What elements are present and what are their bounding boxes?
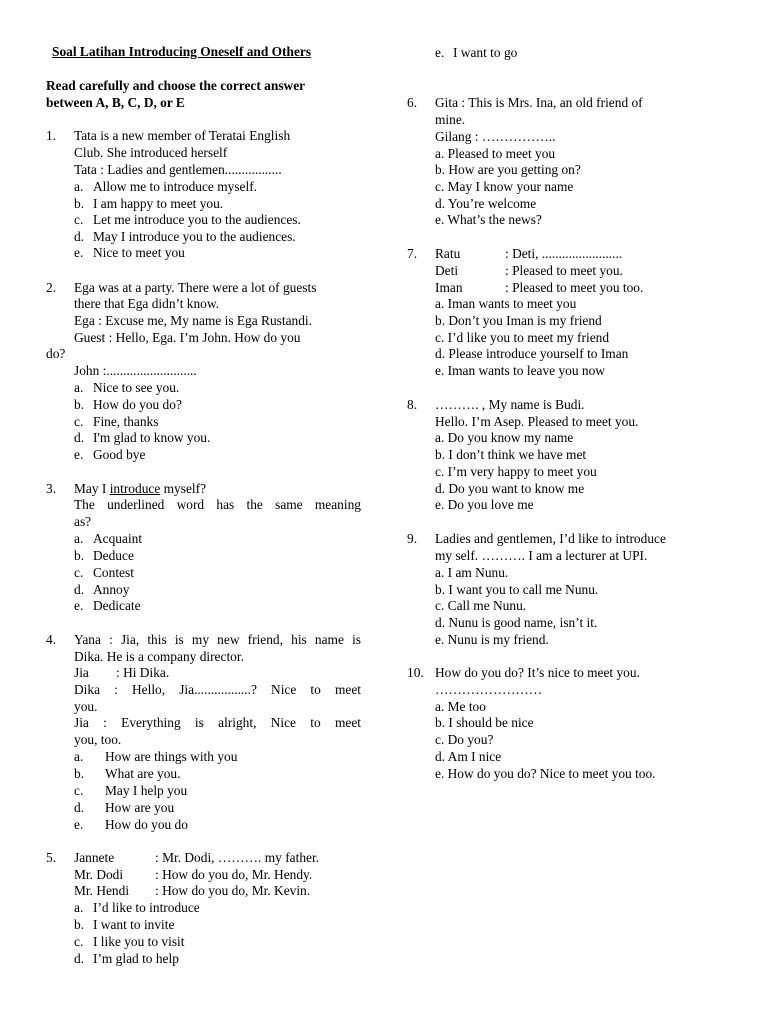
- option-text: a. Do you know my name: [435, 430, 574, 445]
- question-text: Ladies and gentlemen, I’d like to introduce: [435, 531, 666, 546]
- option-text: a. Me too: [435, 699, 486, 714]
- option-letter: c.: [74, 783, 84, 798]
- question-number: 9.: [407, 531, 418, 546]
- option-text: Contest: [93, 565, 134, 580]
- option-text: I’d like to introduce: [93, 900, 200, 915]
- page-title: Soal Latihan Introducing Oneself and Others: [52, 44, 312, 59]
- option-text: I am happy to meet you.: [93, 196, 224, 211]
- option-text: I want to go: [453, 45, 518, 60]
- dialog-speaker: Mr. Hendi: [74, 883, 130, 898]
- dialog-speaker: Mr. Dodi: [74, 867, 124, 882]
- dialog-speaker: Ratu: [435, 246, 461, 261]
- question-number: 8.: [407, 397, 418, 412]
- question-text: John :...........................: [74, 363, 197, 378]
- question-text: ……………………: [435, 682, 543, 697]
- option-text: I want to invite: [93, 917, 175, 932]
- option-letter: b.: [74, 397, 85, 412]
- option-text: d. Please introduce yourself to Iman: [435, 346, 629, 361]
- option-text: e. Iman wants to leave you now: [435, 363, 605, 378]
- question-text: there that Ega didn’t know.: [74, 296, 220, 311]
- question-text: Tata is a new member of Teratai English: [74, 128, 291, 143]
- option-text: c. Call me Nunu.: [435, 598, 527, 613]
- option-text: Dedicate: [93, 598, 141, 613]
- option-letter: c.: [74, 414, 84, 429]
- option-letter: c.: [74, 212, 84, 227]
- question-text: May I introduce myself?: [74, 481, 207, 496]
- option-text: a. Iman wants to meet you: [435, 296, 577, 311]
- option-text: How do you do: [105, 817, 188, 832]
- question-text: Yana : Jia, this is my new friend, his name is: [74, 632, 361, 647]
- dialog-speaker: Deti: [435, 263, 459, 278]
- option-text: d. You’re welcome: [435, 196, 537, 211]
- dialog-line: mine.: [435, 112, 466, 127]
- option-text: a. I am Nunu.: [435, 565, 509, 580]
- question-text: Dika. He is a company director.: [74, 649, 244, 664]
- option-text: c. Do you?: [435, 732, 494, 747]
- question-text: do?: [46, 346, 66, 361]
- option-text: c. I’d like you to meet my friend: [435, 330, 610, 345]
- option-text: What are you.: [105, 766, 181, 781]
- option-letter: b.: [74, 917, 85, 932]
- option-text: How are things with you: [105, 749, 238, 764]
- question-text: my self. ………. I am a lecturer at UPI.: [435, 548, 648, 563]
- option-text: Deduce: [93, 548, 134, 563]
- question-text: Ega was at a party. There were a lot of guests: [74, 280, 317, 295]
- dialog-line: : Hi Dika.: [116, 665, 170, 680]
- option-text: b. Don’t you Iman is my friend: [435, 313, 602, 328]
- option-text: c. May I know your name: [435, 179, 574, 194]
- dialog-line: Dika : Hello, Jia.................? Nice to meet: [74, 682, 361, 697]
- option-text: Acquaint: [93, 531, 143, 546]
- question-text: Club. She introduced herself: [74, 145, 228, 160]
- question-text: ………. , My name is Budi.: [435, 397, 585, 412]
- option-letter: d.: [74, 951, 85, 966]
- question-number: 2.: [46, 280, 57, 295]
- question-number: 10.: [407, 665, 424, 680]
- option-text: b. How are you getting on?: [435, 162, 581, 177]
- question-number: 7.: [407, 246, 418, 261]
- option-letter: a.: [74, 531, 84, 546]
- dialog-line: : How do you do, Mr. Kevin.: [155, 883, 311, 898]
- question-text: as?: [74, 514, 92, 529]
- option-text: Fine, thanks: [93, 414, 159, 429]
- dialog-speaker: Jia: [74, 665, 89, 680]
- option-text: d. Am I nice: [435, 749, 502, 764]
- option-text: Good bye: [93, 447, 146, 462]
- dialog-line: : How do you do, Mr. Hendy.: [155, 867, 313, 882]
- option-text: d. Do you want to know me: [435, 481, 585, 496]
- option-letter: a.: [74, 380, 84, 395]
- question-text: Ega : Excuse me, My name is Ega Rustandi.: [74, 313, 313, 328]
- question-text: How do you do? It’s nice to meet you.: [435, 665, 640, 680]
- question-text: The underlined word has the same meaning: [74, 497, 361, 512]
- option-text: b. I should be nice: [435, 715, 534, 730]
- option-text: d. Nunu is good name, isn’t it.: [435, 615, 598, 630]
- option-text: e. Do you love me: [435, 497, 534, 512]
- option-text: e. How do you do? Nice to meet you too.: [435, 766, 656, 781]
- option-letter: a.: [74, 179, 84, 194]
- option-letter: a.: [74, 749, 84, 764]
- dialog-line: : Deti, ........................: [505, 246, 623, 261]
- question-number: 4.: [46, 632, 57, 647]
- option-text: e. What’s the news?: [435, 212, 542, 227]
- option-text: Nice to meet you: [93, 245, 185, 260]
- option-text: Nice to see you.: [93, 380, 180, 395]
- dialog-line: : Mr. Dodi, ………. my father.: [155, 850, 320, 865]
- option-text: c. I’m very happy to meet you: [435, 464, 597, 479]
- question-number: 5.: [46, 850, 57, 865]
- question-text: Guest : Hello, Ega. I’m John. How do you: [74, 330, 301, 345]
- instruction-line-2: between A, B, C, D, or E: [46, 95, 185, 110]
- option-text: I'm glad to know you.: [93, 430, 211, 445]
- option-letter: d.: [74, 229, 85, 244]
- option-letter: d.: [74, 430, 85, 445]
- option-text: e. Nunu is my friend.: [435, 632, 549, 647]
- option-letter: c.: [74, 565, 84, 580]
- question-number: 3.: [46, 481, 57, 496]
- option-letter: e.: [74, 817, 84, 832]
- dialog-speaker: Jannete: [74, 850, 115, 865]
- question-text: Hello. I’m Asep. Pleased to meet you.: [435, 414, 639, 429]
- option-letter: d.: [74, 582, 85, 597]
- option-text: Annoy: [93, 582, 130, 597]
- option-letter: d.: [74, 800, 85, 815]
- dialog-line: : Pleased to meet you too.: [505, 280, 644, 295]
- option-letter: b.: [74, 548, 85, 563]
- option-letter: e.: [74, 447, 84, 462]
- option-letter: e.: [435, 45, 445, 60]
- option-letter: a.: [74, 900, 84, 915]
- option-letter: b.: [74, 196, 85, 211]
- option-text: May I help you: [105, 783, 188, 798]
- option-text: May I introduce you to the audiences.: [93, 229, 296, 244]
- dialog-line: you.: [74, 699, 98, 714]
- underlined-word: introduce: [109, 481, 161, 496]
- dialog-speaker: Iman: [435, 280, 463, 295]
- option-text: How are you: [105, 800, 175, 815]
- option-text: b. I want you to call me Nunu.: [435, 582, 599, 597]
- dialog-line: you, too.: [74, 732, 122, 747]
- option-text: How do you do?: [93, 397, 182, 412]
- dialog-line: Gilang : ……………..: [435, 129, 556, 144]
- option-text: I’m glad to help: [93, 951, 179, 966]
- question-number: 1.: [46, 128, 57, 143]
- option-text: a. Pleased to meet you: [435, 146, 556, 161]
- option-letter: b.: [74, 766, 85, 781]
- option-text: b. I don’t think we have met: [435, 447, 587, 462]
- dialog-line: Jia : Everything is alright, Nice to meet: [74, 715, 361, 730]
- option-text: Allow me to introduce myself.: [93, 179, 258, 194]
- dialog-line: Gita : This is Mrs. Ina, an old friend of: [435, 95, 643, 110]
- option-letter: c.: [74, 934, 84, 949]
- option-letter: e.: [74, 245, 84, 260]
- dialog-line: : Pleased to meet you.: [505, 263, 623, 278]
- option-text: Let me introduce you to the audiences.: [93, 212, 301, 227]
- instruction-line-1: Read carefully and choose the correct answer: [46, 78, 306, 93]
- question-text: Tata : Ladies and gentlemen.................: [74, 162, 282, 177]
- option-letter: e.: [74, 598, 84, 613]
- option-text: I like you to visit: [93, 934, 185, 949]
- question-number: 6.: [407, 95, 418, 110]
